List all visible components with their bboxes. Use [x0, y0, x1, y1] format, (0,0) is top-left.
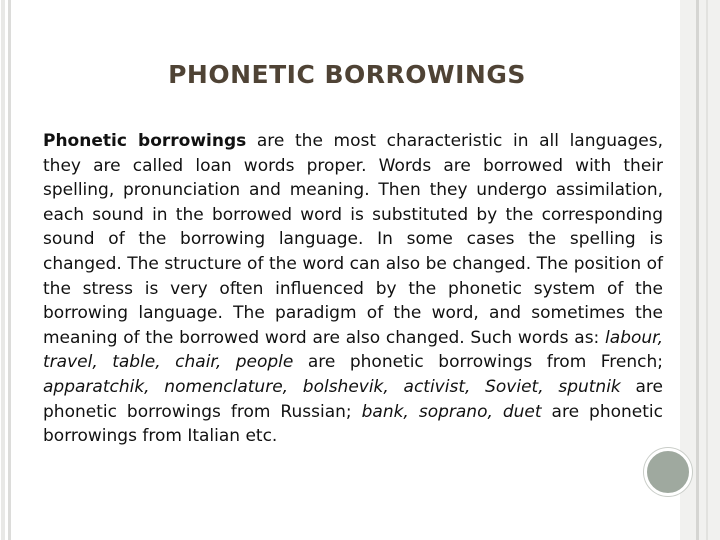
- slide-body-paragraph: [43, 129, 663, 449]
- body-text-part-3: are phonetic borrowings from Russian;: [43, 376, 663, 422]
- decorative-circle-icon: [644, 448, 692, 496]
- russian-examples: apparatchik, nomenclature, bolshevik, activist, Soviet, sputnik: [43, 376, 621, 397]
- slide-frame-left: [0, 0, 14, 540]
- lead-term: Phonetic borrowings: [43, 131, 247, 151]
- body-text-part-1: are the most characteristic in all languages, they are called loan words proper. Words are borrowed with their spelling, pronunciation and meaning. Then they undergo assimilation, each sound in the borrowed word is substituted by the corresponding sound of the borrowing language. In some cases the spelling is changed. The structure of the word can also be changed. The position of the stress is very often influenced by the phonetic system of the borrowing language. The paradigm of the word, and sometimes the meaning of the borrowed word are also changed. Such words as:: [43, 131, 663, 348]
- slide-title: PHONETIC BORROWINGS: [168, 60, 526, 89]
- body-text-part-2: are phonetic borrowings from French;: [293, 352, 663, 373]
- french-examples: labour, travel, table, chair, people: [43, 327, 663, 373]
- italian-examples: bank, soprano, duet: [361, 401, 542, 422]
- body-text-part-4: are phonetic borrowings from Italian etc.: [43, 401, 663, 447]
